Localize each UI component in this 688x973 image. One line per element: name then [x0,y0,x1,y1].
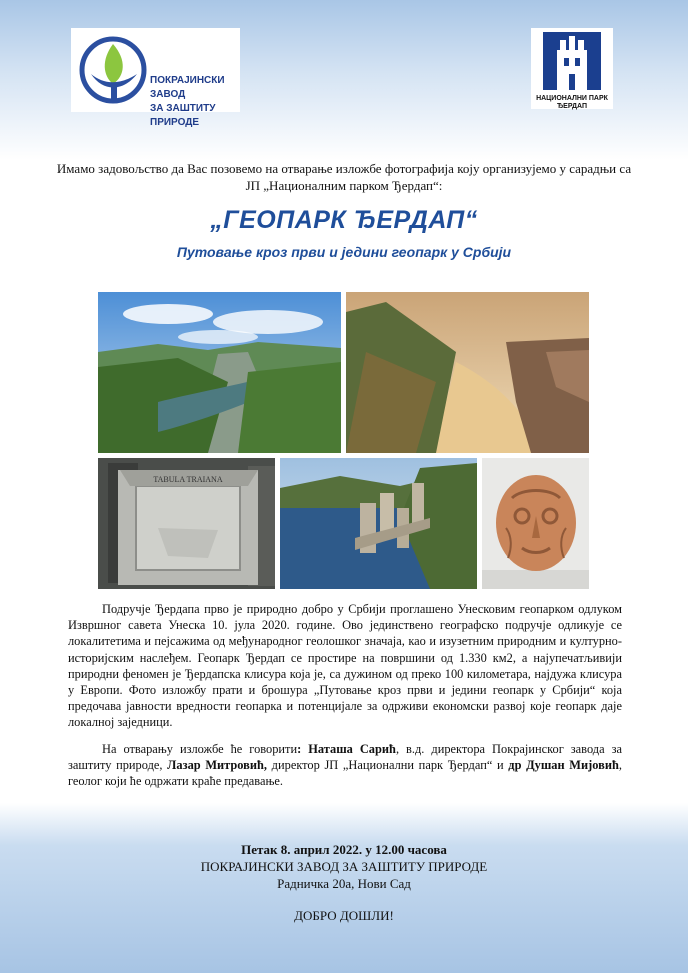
event-address: Радничка 20а, Нови Сад [277,876,411,891]
fortress-icon [531,28,613,94]
plaque-inscription: TABULA TRAIANA [153,475,223,484]
paragraph-speakers [68,741,622,790]
speakers-text-2: , в.д. директора Покрајинског завода за заштиту природе, [68,742,622,773]
speakers-text-1: На отварању изложбе ће говорити [102,742,298,756]
speakers-text-4: , геолог који ће одржати краће предавање. [68,758,622,789]
institute-logo [71,28,240,128]
invitation-intro: Имамо задовољство да Вас позовемо на отварање изложбе фотографија коју организујемо у сарадњи са ЈП „Националним парком Ђердап“: [56,161,632,193]
paragraph-about-geopark [68,601,622,731]
speaker-name-2: Лазар Митровић, [167,758,268,773]
park-name-line2: ЂЕРДАП [556,103,588,110]
welcome-message: ДОБРО ДОШЛИ! [294,908,394,923]
park-name-line1: НАЦИОНАЛНИ ПАРК [536,95,608,102]
exhibition-subtitle: Путовање кроз први и једини геопарк у Србији [176,244,512,260]
speaker-name-3: др Душан Мијовић [508,758,619,773]
event-datetime: Петак 8. април 2022. у 12.00 часова [241,842,447,857]
national-park-logo [531,28,613,109]
photo-stone-sculpture [482,458,589,589]
paragraph-about-text: Подручје Ђердапа прво је природно добро у Србији проглашено Унесковим геопарком одлуком Извршног савета Унеска 10. јула 2020. године. Ово јединствено географско подручје одликује се локалитетима и пејсажима од међународног геолошког значаја, као и изузетним природним и културно-историјским наслеђем. Геопарк Ђердап се простире на површини од 1.330 км2, а најупечатљивији природни феномен је Ђердапска клисура која је, са дужином од преко 100 километара, најдужа клисура у Европи. Фото изложбу прати и брошура „Путовање кроз први и једини геопарк у Србији“ која предочава јавности вредности геопарка и потенцијале за одрживи економски развој које геопарк даје локалној заједници. [68,602,622,730]
leaf-drop-icon [77,34,149,106]
exhibition-title: „ГЕОПАРК ЂЕРДАП“ [210,206,478,234]
event-venue: ПОКРАЈИНСКИ ЗАВОД ЗА ЗАШТИТУ ПРИРОДЕ [200,859,488,874]
institute-name-line2: ЗА ЗАШТИТУ ПРИРОДЕ [150,103,216,128]
institute-name-line1: ПОКРАЈИНСКИ ЗАВОД [150,75,225,100]
speaker-name-1: : Наташа Сарић [297,742,396,756]
photo-gorge-panorama [98,292,341,453]
photo-tabula-traiana [98,458,275,589]
photo-golubac-fortress [280,458,477,589]
photo-gorge-sunset [346,292,589,453]
speakers-text-3: директор ЈП „Национални парк Ђердап“ и [267,758,509,773]
